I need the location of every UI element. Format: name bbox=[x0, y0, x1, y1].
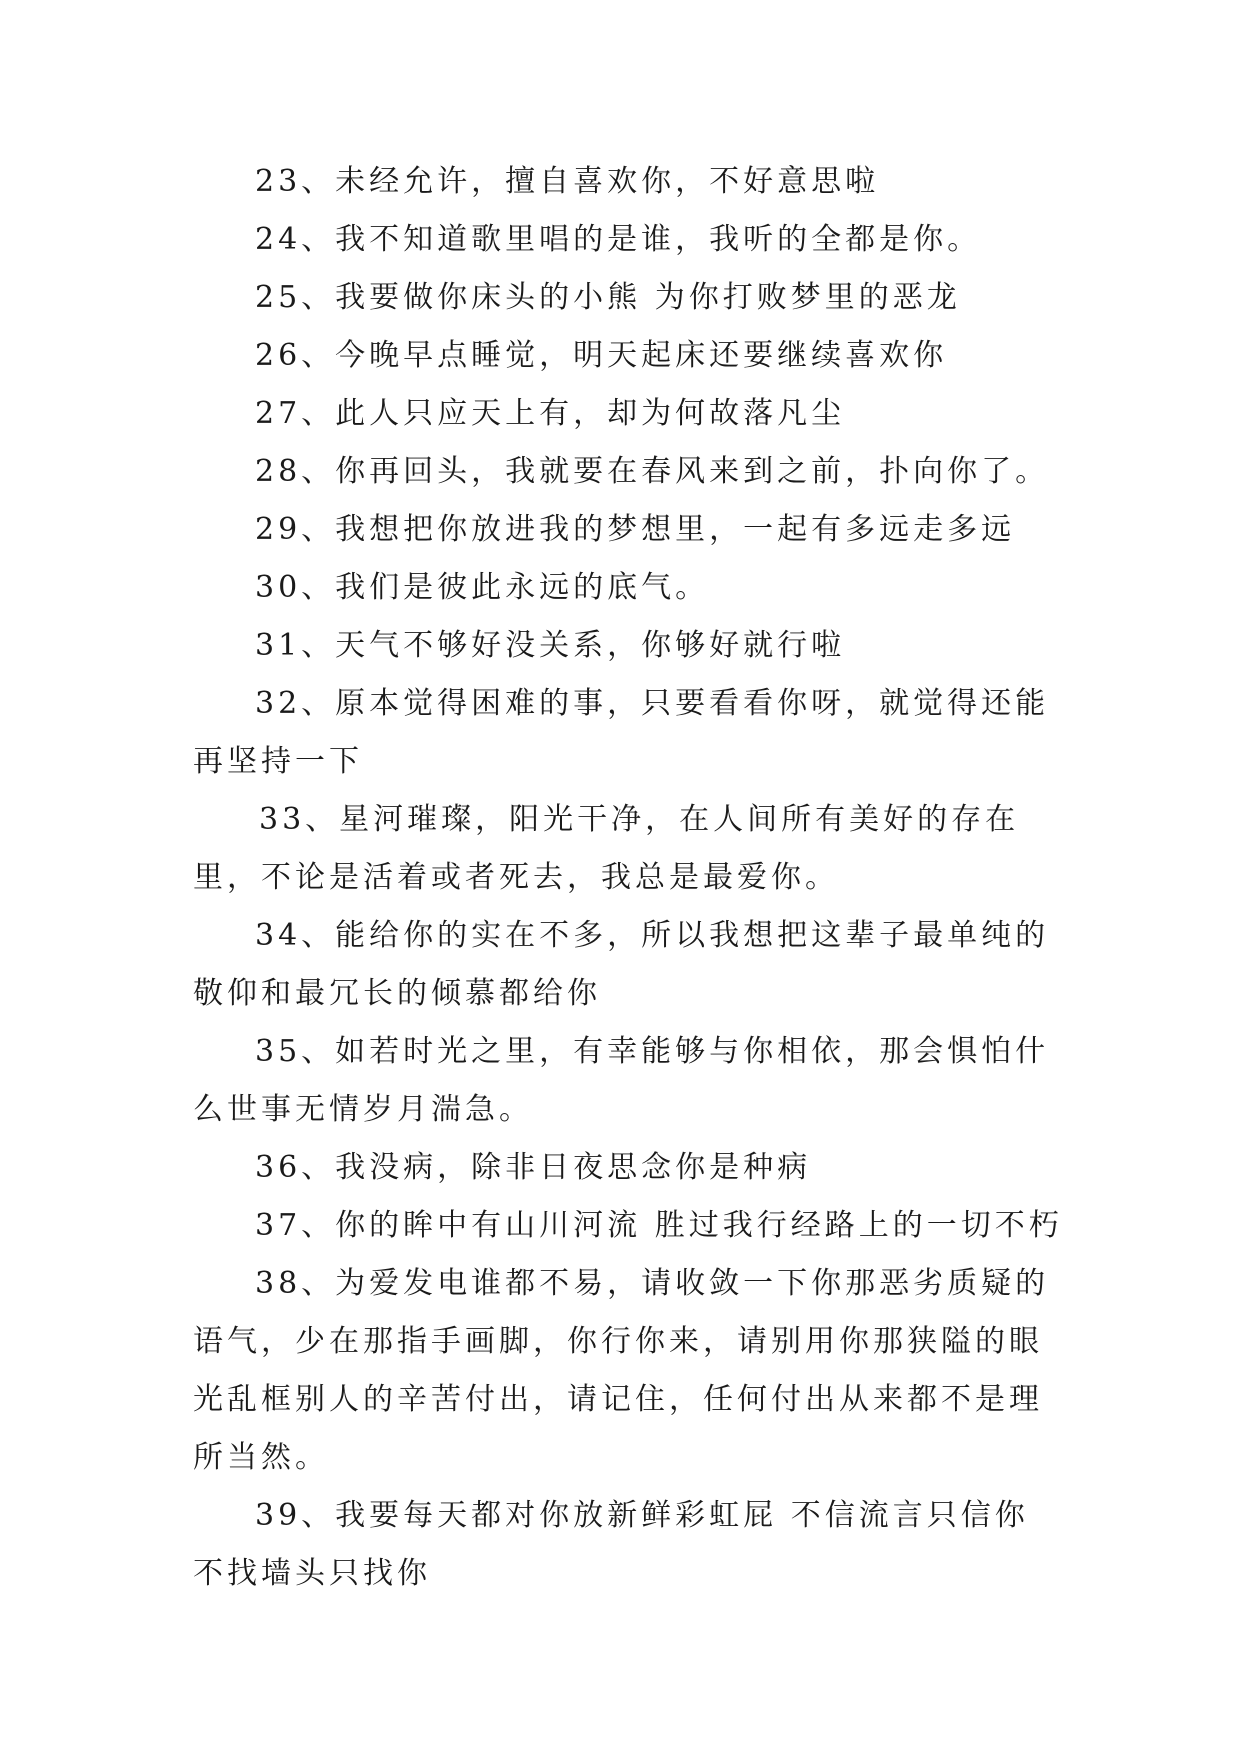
paragraph-38: 38、为爱发电谁都不易，请收敛一下你那恶劣质疑的语气，少在那指手画脚，你行你来，请别用你那狭隘的眼光乱框别人的辛苦付出，请记住，任何付出从来都不是理所当然。 bbox=[193, 1266, 1050, 1475]
paragraph-34: 34、能给你的实在不多，所以我想把这辈子最单纯的敬仰和最冗长的倾慕都给你 bbox=[193, 918, 1050, 1011]
paragraph-23: 23、未经允许，擅自喜欢你，不好意思啦 bbox=[255, 164, 880, 199]
paragraph-36: 36、我没病，除非日夜思念你是种病 bbox=[255, 1150, 812, 1185]
paragraph-32: 32、原本觉得困难的事，只要看看你呀，就觉得还能再坚持一下 bbox=[193, 686, 1050, 779]
paragraph-39: 39、我要每天都对你放新鲜彩虹屁 不信流言只信你 不找墙头只找你 bbox=[193, 1498, 1029, 1591]
paragraph-31: 31、天气不够好没关系，你够好就行啦 bbox=[255, 628, 846, 663]
paragraph-33: 33、星河璀璨，阳光干净，在人间所有美好的存在里，不论是活着或者死去，我总是最爱你。 bbox=[193, 802, 1020, 895]
paragraph-30: 30、我们是彼此永远的底气。 bbox=[255, 570, 710, 605]
paragraph-27: 27、此人只应天上有，却为何故落凡尘 bbox=[255, 396, 846, 431]
paragraph-29: 29、我想把你放进我的梦想里，一起有多远走多远 bbox=[255, 512, 1016, 547]
paragraph-26: 26、今晚早点睡觉，明天起床还要继续喜欢你 bbox=[255, 338, 948, 373]
paragraph-28: 28、你再回头，我就要在春风来到之前，扑向你了。 bbox=[255, 454, 1050, 489]
paragraph-35: 35、如若时光之里，有幸能够与你相依，那会惧怕什么世事无情岁月湍急。 bbox=[193, 1034, 1050, 1127]
document-body bbox=[193, 153, 1073, 1603]
paragraph-25: 25、我要做你床头的小熊 为你打败梦里的恶龙 bbox=[255, 280, 961, 315]
paragraph-37: 37、你的眸中有山川河流 胜过我行经路上的一切不朽 bbox=[255, 1208, 1063, 1243]
paragraph-24: 24、我不知道歌里唱的是谁，我听的全都是你。 bbox=[255, 222, 982, 257]
